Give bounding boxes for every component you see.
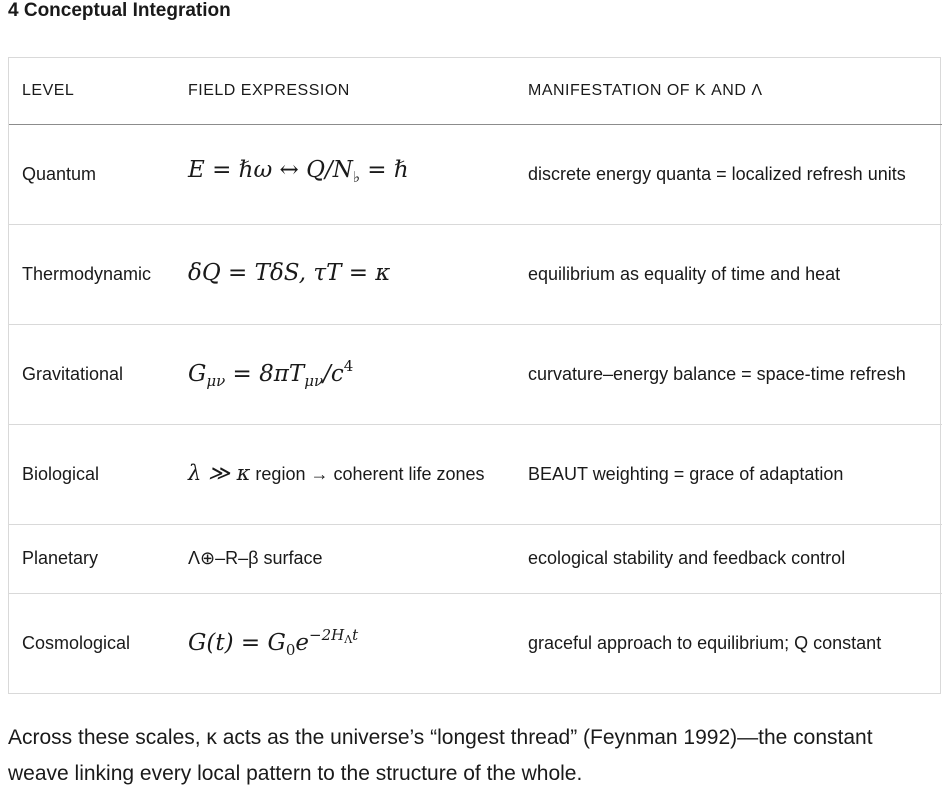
- cell-level: Biological: [9, 424, 175, 524]
- cell-expression: [175, 593, 515, 693]
- table: [9, 58, 942, 693]
- math-expression: [188, 357, 354, 390]
- cell-level: Thermodynamic: [9, 224, 175, 324]
- cell-manifestation: ecological stability and feedback control: [515, 524, 942, 593]
- math-expression: [188, 157, 409, 186]
- math-expression: δQ = TδS, τT = κ: [188, 260, 391, 286]
- table-row: [9, 524, 942, 593]
- integration-table: [8, 57, 941, 694]
- math-part: E = ℏω ↔ Q/N: [188, 157, 353, 183]
- math-symbol: λ ≫ κ: [188, 461, 251, 485]
- cell-expression: [175, 324, 515, 424]
- math-part: e: [295, 630, 310, 657]
- cell-level: Planetary: [9, 524, 175, 593]
- math-part: G(t) = G: [188, 630, 286, 657]
- table-row: [9, 224, 942, 324]
- cell-level: Gravitational: [9, 324, 175, 424]
- math-subscript: ♭: [352, 168, 360, 186]
- header-manifestation: MANIFESTATION OF Κ AND Λ: [515, 58, 942, 124]
- math-superscript: −2H: [309, 626, 345, 645]
- table-row: [9, 424, 942, 524]
- cell-level: Quantum: [9, 124, 175, 224]
- cell-manifestation: BEAUT weighting = grace of adaptation: [515, 424, 942, 524]
- table-row: [9, 124, 942, 224]
- math-part: = 8πT: [225, 361, 305, 387]
- cell-expression: [175, 424, 515, 524]
- cell-manifestation: graceful approach to equilibrium; Q constant: [515, 593, 942, 693]
- math-subscript: μν: [304, 372, 324, 390]
- cell-manifestation: discrete energy quanta = localized refresh units: [515, 124, 942, 224]
- math-superscript: t: [352, 626, 359, 645]
- table-row: [9, 324, 942, 424]
- body-paragraph: Across these scales, κ acts as the universe’s “longest thread” (Feynman 1992)—the constant weave linking every local pattern to the structure of the whole.: [8, 726, 873, 785]
- math-part: G: [188, 361, 207, 387]
- math-superscript: 4: [343, 357, 354, 375]
- cell-manifestation: curvature–energy balance = space-time refresh: [515, 324, 942, 424]
- math-expression: [188, 626, 359, 660]
- math-part: /c: [323, 361, 344, 387]
- expression-text: region → coherent life zones: [250, 464, 485, 484]
- cell-expression: [175, 224, 515, 324]
- cell-expression: [175, 124, 515, 224]
- math-subscript: μν: [206, 372, 226, 390]
- cell-level: Cosmological: [9, 593, 175, 693]
- math-part: = ℏ: [359, 157, 409, 183]
- math-subscript: Λ: [344, 633, 353, 647]
- header-level: LEVEL: [9, 58, 175, 124]
- section-heading: 4 Conceptual Integration: [8, 0, 231, 21]
- table-row: [9, 593, 942, 693]
- cell-expression: Λ⊕–R–β surface: [175, 524, 515, 593]
- header-field-expression: FIELD EXPRESSION: [175, 58, 515, 124]
- math-subscript: 0: [285, 641, 296, 660]
- table-header-row: [9, 58, 942, 124]
- cell-manifestation: equilibrium as equality of time and heat: [515, 224, 942, 324]
